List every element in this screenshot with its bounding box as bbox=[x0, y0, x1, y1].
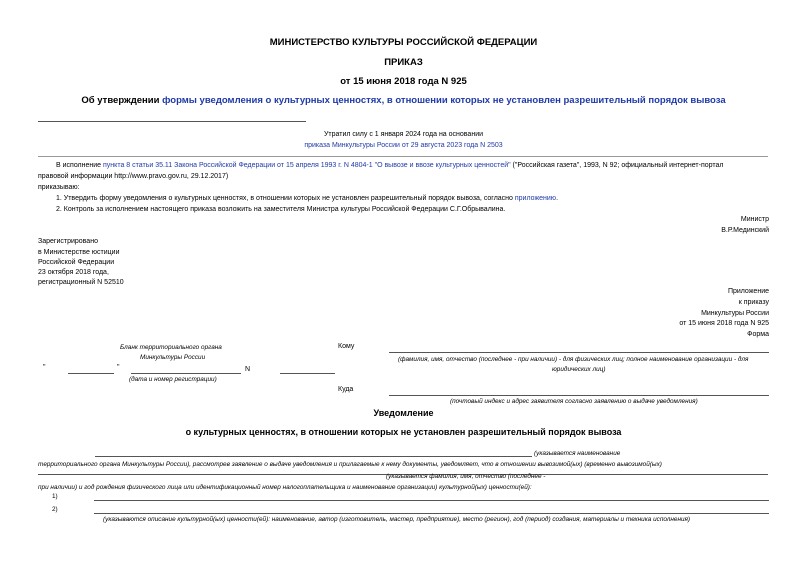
date-quote-open: " bbox=[43, 364, 46, 371]
appendix-link[interactable]: приложению bbox=[514, 195, 557, 202]
where-caption: (почтовый индекс и адрес заявителя согласно заявлению о выдаче уведомления) bbox=[450, 398, 698, 405]
registration-line3: Российской Федерации bbox=[38, 259, 115, 266]
appendix-line3: Минкультуры России bbox=[701, 310, 769, 317]
registration-line4: 23 октября 2018 года, bbox=[38, 269, 109, 276]
appendix-line2: к приказу bbox=[738, 299, 769, 306]
fio-caption: (указывается фамилия, имя, отчество (последнее - bbox=[386, 473, 546, 480]
order-word: приказываю: bbox=[38, 184, 80, 191]
appendix-line1: Приложение bbox=[727, 288, 769, 295]
doc-date-number: от 15 июня 2018 года N 925 bbox=[340, 76, 467, 87]
doc-title-prefix: Об утверждении bbox=[81, 95, 163, 106]
blank-line2: Минкультуры России bbox=[140, 354, 206, 361]
doc-title-link[interactable]: формы уведомления о культурных ценностях, в отношении которых не установлен разрешительный порядок вывоза bbox=[162, 95, 726, 106]
org-field-line[interactable] bbox=[95, 456, 532, 457]
status-line: Утратил силу с 1 января 2024 года на основании bbox=[323, 131, 484, 138]
to-field-line[interactable] bbox=[389, 352, 769, 353]
preamble-line1 bbox=[56, 162, 723, 169]
order-item-1-text: 1. Утвердить форму уведомления о культурных ценностях, в отношении которых не установлен разрешительный порядок вывоза, согласно bbox=[56, 195, 515, 202]
law-link[interactable]: пункта 8 статьи 35.11 Закона Российской Федерации от 15 апреля 1993 г. N 4804-1 "О вывозе и ввозе культурных ценностей" bbox=[103, 162, 511, 169]
status-rule bbox=[38, 156, 768, 157]
separator-rule bbox=[38, 121, 306, 122]
appendix-line4: от 15 июня 2018 года N 925 bbox=[679, 320, 769, 327]
date-quote-close: " bbox=[117, 364, 120, 371]
item-2-line[interactable] bbox=[94, 513, 769, 514]
number-label: N bbox=[245, 366, 251, 373]
where-label: Куда bbox=[338, 386, 354, 393]
description-caption: (указываются описание культурной(ых) ценности(ей): наименование, автор (изготовитель, мастер, предприятие), место (регион), год (период) создания, материалы и техника исполнения) bbox=[103, 516, 691, 523]
signature-name: В.Р.Мединский bbox=[721, 227, 769, 234]
item-2-label: 2) bbox=[52, 506, 58, 513]
notice-title: Уведомление bbox=[373, 408, 434, 418]
ministry-heading: МИНИСТЕРСТВО КУЛЬТУРЫ РОССИЙСКОЙ ФЕДЕРАЦИИ bbox=[269, 37, 538, 48]
item-1-label: 1) bbox=[52, 493, 58, 500]
where-field-line[interactable] bbox=[389, 395, 769, 396]
notice-subtitle: о культурных ценностях, в отношении которых не установлен разрешительный порядок вывоза bbox=[185, 427, 622, 437]
preamble-start: В исполнение bbox=[56, 162, 104, 169]
date-day-line[interactable] bbox=[68, 373, 114, 374]
to-caption-1: (фамилия, имя, отчество (последнее - при наличии) - для физических лиц; полное наименование организации - для bbox=[398, 356, 749, 363]
to-label: Кому bbox=[338, 343, 355, 350]
registration-line2: в Министерстве юстиции bbox=[38, 249, 120, 256]
status-link[interactable]: приказа Минкультуры России от 29 августа 2023 года N 2503 bbox=[304, 142, 503, 149]
order-item-1 bbox=[56, 195, 558, 202]
reg-number-line[interactable] bbox=[280, 373, 335, 374]
registration-line5: регистрационный N 52510 bbox=[38, 279, 124, 286]
org-text-line bbox=[38, 461, 662, 468]
signature-role: Министр bbox=[740, 216, 769, 223]
org-caption: (указывается наименование bbox=[534, 450, 621, 457]
to-caption-2: юридических лиц) bbox=[552, 366, 606, 373]
doc-title bbox=[0, 95, 807, 106]
order-item-1-end: . bbox=[556, 195, 559, 202]
appendix-line5: Форма bbox=[747, 331, 769, 338]
fio-text: при наличии) и год рождения физического лица или идентификационный номер налогоплательщика и наименование организации) культурной(ых) ценности(ей): bbox=[38, 484, 532, 491]
org-text: территориального органа Минкультуры России), рассмотрев заявление о выдаче уведомления и прилагаемые к нему документы, уведомляет, что в отношении вывозимой(ых) (временно вывозимой(ых) bbox=[38, 461, 662, 468]
preamble-line2: правовой информации http://www.pravo.gov.ru, 29.12.2017) bbox=[38, 173, 229, 180]
date-month-line[interactable] bbox=[131, 373, 241, 374]
order-item-2: 2. Контроль за исполнением настоящего приказа возложить на заместителя Министра культуры Российской Федерации С.Г.Обрывалина. bbox=[56, 206, 506, 213]
preamble-end: ("Российская газета", 1993, N 92; официальный интернет-портал bbox=[510, 162, 724, 169]
registration-line1: Зарегистрировано bbox=[38, 238, 98, 245]
date-caption: (дата и номер регистрации) bbox=[129, 376, 217, 383]
blank-line1: Бланк территориального органа bbox=[120, 344, 222, 351]
item-1-line[interactable] bbox=[94, 500, 769, 501]
doc-type: ПРИКАЗ bbox=[384, 57, 423, 68]
